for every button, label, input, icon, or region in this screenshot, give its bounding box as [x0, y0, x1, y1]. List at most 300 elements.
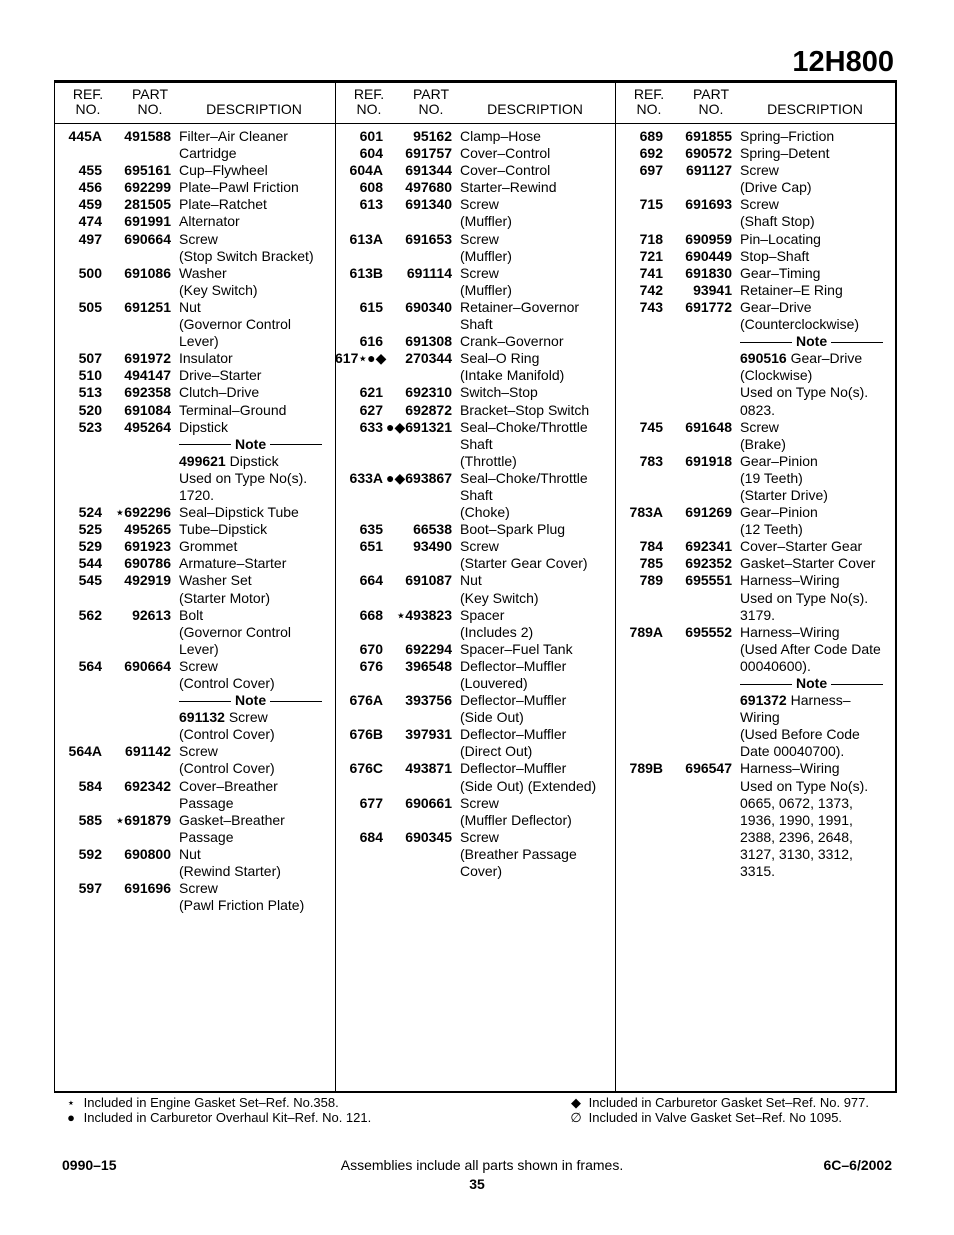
- part-description: Boot–Spark Plug: [460, 521, 566, 538]
- ref-number: 604A: [349, 162, 383, 179]
- part-row: [335, 384, 615, 401]
- part-description: Gear–Pinion (19 Teeth) (Starter Drive): [740, 452, 828, 503]
- ref-number: 597: [78, 880, 102, 897]
- part-number: 691923: [124, 538, 171, 555]
- part-description: Terminal–Ground: [179, 401, 287, 418]
- ref-number: 544: [78, 555, 102, 572]
- ref-number: 743: [639, 298, 663, 315]
- part-row: [54, 846, 334, 880]
- part-number: 690340: [405, 298, 452, 315]
- part-row: [335, 658, 615, 692]
- ref-number: 664: [359, 572, 383, 589]
- part-number: 396548: [405, 657, 452, 674]
- part-row: [54, 658, 334, 692]
- part-number: 692342: [124, 777, 171, 794]
- note-row: [615, 333, 895, 418]
- part-number: 690800: [124, 845, 171, 862]
- part-row: [54, 384, 334, 401]
- part-number: 691087: [405, 572, 452, 589]
- footer-date: 6C–6/2002: [823, 1157, 892, 1173]
- part-row: [54, 812, 334, 846]
- legend-item: ◆ Included in Carburetor Gasket Set–Ref. No. 977.: [571, 1095, 870, 1110]
- part-description: Insulator: [179, 350, 233, 367]
- part-number: 691340: [405, 196, 452, 213]
- parts-list: [615, 128, 895, 880]
- part-number: 690449: [685, 247, 732, 264]
- part-number: 691084: [124, 401, 171, 418]
- part-number: 691757: [405, 145, 452, 162]
- part-row: [335, 196, 615, 230]
- part-description: Seal–Dipstick Tube: [179, 504, 299, 521]
- part-number: 495265: [124, 521, 171, 538]
- part-description: Plate–Pawl Friction: [179, 179, 299, 196]
- ref-number: 742: [639, 281, 663, 298]
- ref-number: 604: [359, 145, 383, 162]
- part-number: 690345: [405, 828, 452, 845]
- part-description: Screw (Muffler): [460, 264, 512, 298]
- ref-number: 789A: [629, 623, 663, 640]
- part-description: Crank–Governor: [460, 333, 564, 350]
- part-row: [615, 453, 895, 504]
- ref-number: 601: [359, 128, 383, 144]
- ref-number: 545: [78, 572, 102, 589]
- ref-number: 592: [78, 845, 102, 862]
- part-number: 494147: [124, 367, 171, 384]
- part-number: 691830: [685, 264, 732, 281]
- ref-number: 564A: [68, 743, 102, 760]
- part-row: [615, 231, 895, 248]
- note-description: Dipstick Used on Type No(s). 1720.: [179, 452, 308, 503]
- part-number: 691772: [685, 298, 732, 315]
- part-description: Grommet: [179, 538, 238, 555]
- ref-number: 524: [78, 504, 102, 521]
- part-row: [54, 299, 334, 350]
- part-description: Screw (Breather Passage Cover): [460, 828, 577, 880]
- part-number: 692294: [405, 640, 452, 657]
- part-number: ●◆691321: [386, 418, 452, 435]
- part-number: 493871: [405, 760, 452, 777]
- part-description: Pin–Locating: [740, 230, 821, 247]
- ref-number: 785: [639, 555, 663, 572]
- part-description: Harness–Wiring (Used After Code Date 00040600).: [740, 623, 881, 674]
- part-row: [615, 419, 895, 453]
- part-description: Spacer (Includes 2): [460, 606, 534, 640]
- part-description: Alternator: [179, 213, 240, 230]
- page-number: 35: [469, 1176, 485, 1192]
- ref-number: 456: [78, 179, 102, 196]
- ref-number: 783A: [629, 504, 663, 521]
- part-description: Bracket–Stop Switch: [460, 401, 590, 418]
- part-row: [335, 299, 615, 333]
- ref-number: 721: [639, 247, 663, 264]
- part-row: [335, 145, 615, 162]
- ref-number: 715: [639, 196, 663, 213]
- ref-number: 608: [359, 179, 383, 196]
- part-row: [335, 726, 615, 760]
- ref-number: 615: [359, 298, 383, 315]
- part-description: Gear–Timing: [740, 264, 821, 281]
- part-row: [615, 162, 895, 196]
- part-number: ⋆493823: [396, 606, 452, 623]
- ref-number: 459: [78, 196, 102, 213]
- note-block: [179, 692, 334, 743]
- part-description: Clutch–Drive: [179, 384, 260, 401]
- parts-list: [335, 128, 615, 880]
- part-number: 270344: [405, 350, 452, 367]
- ref-number: 613B: [349, 264, 383, 281]
- part-number: 691918: [685, 452, 732, 469]
- part-description: Filter–Air Cleaner Cartridge: [179, 128, 288, 162]
- ref-number: 520: [78, 401, 102, 418]
- ref-number: 677: [359, 794, 383, 811]
- part-row: [335, 795, 615, 829]
- header-part: PART NO.: [692, 86, 730, 117]
- part-description: Nut (Governor Control Lever): [179, 298, 292, 350]
- part-number: 690572: [685, 145, 732, 162]
- part-row: [335, 231, 615, 265]
- part-description: Seal–Choke/Throttle Shaft (Choke): [460, 469, 588, 521]
- part-number: 691344: [405, 162, 452, 179]
- model-number: 12H800: [792, 46, 894, 78]
- legend-left: [62, 1095, 371, 1125]
- header-ref: REF. NO.: [633, 86, 665, 117]
- part-row: [335, 692, 615, 726]
- ref-number: 783: [639, 452, 663, 469]
- ref-number: 689: [639, 128, 663, 144]
- part-description: Seal–Choke/Throttle Shaft (Throttle): [460, 418, 588, 469]
- part-description: Cup–Flywheel: [179, 162, 268, 179]
- legend-item: ⋆ Included in Engine Gasket Set–Ref. No.358.: [66, 1095, 339, 1110]
- part-row: [335, 572, 615, 606]
- note-description: Screw (Control Cover): [179, 709, 275, 743]
- legend-item: ● Included in Carburetor Overhaul Kit–Ref. No. 121.: [67, 1110, 372, 1125]
- part-description: Screw (Control Cover): [179, 657, 275, 691]
- part-number: 691693: [685, 196, 732, 213]
- part-row: [54, 538, 334, 555]
- part-number: 497680: [405, 179, 452, 196]
- note-row: [615, 675, 895, 760]
- part-row: [335, 521, 615, 538]
- part-row: [615, 128, 895, 145]
- part-row: [335, 333, 615, 350]
- ref-number: 635: [359, 521, 383, 538]
- part-description: Bolt (Governor Control Lever): [179, 606, 292, 657]
- note-part-number: 690516: [740, 350, 787, 367]
- part-row: [54, 504, 334, 521]
- part-number: ⋆691879: [115, 811, 171, 828]
- part-row: [615, 555, 895, 572]
- part-description: Deflector–Muffler (Side Out): [460, 692, 567, 726]
- ref-number: 507: [78, 350, 102, 367]
- part-number: 92613: [132, 606, 171, 623]
- part-description: Drive–Starter: [179, 367, 262, 384]
- part-row: [54, 521, 334, 538]
- part-row: [615, 145, 895, 162]
- part-number: 691648: [685, 418, 732, 435]
- note-label: Note: [235, 435, 267, 452]
- part-number: 66538: [413, 521, 452, 538]
- note-part-number: 499621: [179, 452, 226, 469]
- header-desc: DESCRIPTION: [767, 101, 863, 117]
- part-row: [335, 402, 615, 419]
- ref-number: 676B: [349, 726, 383, 743]
- part-number: ●◆693867: [386, 469, 452, 486]
- part-number: 491588: [124, 128, 171, 144]
- part-description: Deflector–Muffler (Side Out) (Extended): [460, 760, 597, 794]
- parts-list: [54, 128, 334, 914]
- part-number: 691114: [406, 264, 452, 281]
- ref-number: 718: [639, 230, 663, 247]
- part-number: 690786: [124, 555, 171, 572]
- ref-number: 613A: [349, 230, 383, 247]
- part-description: Spring–Friction: [740, 128, 835, 144]
- part-number: 393756: [405, 692, 452, 709]
- ref-number: 633: [359, 418, 383, 435]
- part-row: [54, 572, 334, 606]
- part-row: [54, 880, 334, 914]
- part-row: [54, 555, 334, 572]
- ref-number: 651: [359, 538, 383, 555]
- part-row: [335, 265, 615, 299]
- part-description: Screw (Muffler Deflector): [460, 794, 572, 828]
- part-number: 690664: [124, 230, 171, 247]
- part-number: 692358: [124, 384, 171, 401]
- part-row: [54, 196, 334, 213]
- ref-number: 741: [639, 264, 663, 281]
- ref-number: 500: [78, 264, 102, 281]
- part-description: Starter–Rewind: [460, 179, 557, 196]
- part-row: [54, 213, 334, 230]
- part-description: Clamp–Hose: [460, 128, 541, 144]
- ref-number: 585: [78, 811, 102, 828]
- part-number: ⋆692296: [115, 504, 171, 521]
- ref-number: 505: [78, 298, 102, 315]
- part-row: [615, 282, 895, 299]
- part-row: [335, 641, 615, 658]
- part-description: Seal–O Ring (Intake Manifold): [460, 350, 565, 384]
- part-row: [615, 299, 895, 333]
- ref-number: 613: [359, 196, 383, 213]
- ref-number: 513: [78, 384, 102, 401]
- part-number: 696547: [685, 760, 732, 777]
- note-part-number: 691372: [740, 692, 787, 709]
- note-label: Note: [235, 692, 267, 709]
- part-row: [335, 538, 615, 572]
- ref-number: 676A: [349, 692, 383, 709]
- ref-number: 564: [78, 657, 102, 674]
- part-row: [615, 248, 895, 265]
- part-row: [615, 538, 895, 555]
- part-description: Tube–Dipstick: [179, 521, 268, 538]
- part-description: Screw (Muffler): [460, 230, 512, 264]
- part-row: [335, 128, 615, 145]
- part-description: Screw (Starter Gear Cover): [460, 538, 588, 572]
- part-description: Cover–Starter Gear: [740, 538, 863, 555]
- ref-number: 676: [359, 657, 383, 674]
- part-row: [54, 179, 334, 196]
- ref-number: 789B: [629, 760, 663, 777]
- ref-number: 523: [78, 418, 102, 435]
- part-number: 397931: [405, 726, 452, 743]
- ref-number: 562: [78, 606, 102, 623]
- part-row: [335, 179, 615, 196]
- part-number: 692299: [124, 179, 171, 196]
- part-number: 692341: [685, 538, 732, 555]
- ref-number: 584: [78, 777, 102, 794]
- part-number: 281505: [124, 196, 171, 213]
- part-row: [54, 419, 334, 436]
- ref-number: 529: [78, 538, 102, 555]
- ref-number: 617⋆●◆: [335, 350, 387, 367]
- part-description: Armature–Starter: [179, 555, 287, 572]
- ref-number: 510: [78, 367, 102, 384]
- part-row: [335, 162, 615, 179]
- part-description: Screw (Drive Cap): [740, 162, 812, 196]
- ref-number: 616: [359, 333, 383, 350]
- part-number: 692872: [405, 401, 452, 418]
- part-description: Harness–Wiring Used on Type No(s). 3179.: [740, 572, 869, 623]
- part-number: 691086: [124, 264, 171, 281]
- part-number: 695552: [685, 623, 732, 640]
- legend-item: ∅ Included in Valve Gasket Set–Ref. No 1095.: [570, 1110, 843, 1125]
- part-description: Washer Set (Starter Motor): [179, 572, 271, 606]
- part-description: Washer (Key Switch): [179, 264, 258, 298]
- ref-number: 525: [78, 521, 102, 538]
- ref-number: 676C: [349, 760, 383, 777]
- part-row: [54, 162, 334, 179]
- part-number: 692310: [405, 384, 452, 401]
- part-number: 690959: [685, 230, 732, 247]
- part-number: 691142: [125, 743, 171, 760]
- part-number: 492919: [124, 572, 171, 589]
- part-row: [615, 572, 895, 623]
- ref-number: 684: [359, 828, 383, 845]
- part-row: [54, 350, 334, 367]
- part-number: 691251: [124, 298, 171, 315]
- note-description: Gear–Drive (Clockwise) Used on Type No(s). 0823.: [740, 350, 869, 418]
- part-description: Screw (Stop Switch Bracket): [179, 230, 314, 264]
- part-number: 691991: [124, 213, 171, 230]
- part-description: Spring–Detent: [740, 145, 830, 162]
- part-row: [54, 778, 334, 812]
- header-part: PART NO.: [131, 86, 169, 117]
- part-number: 695551: [685, 572, 732, 589]
- part-row: [335, 829, 615, 880]
- note-row: [54, 692, 334, 743]
- part-description: Cover–Control: [460, 145, 551, 162]
- header-desc: DESCRIPTION: [206, 101, 302, 117]
- note-block: [740, 333, 895, 418]
- part-description: Gasket–Breather Passage: [179, 811, 285, 845]
- part-description: Retainer–Governor Shaft: [460, 298, 580, 333]
- part-description: Screw (Brake): [740, 418, 786, 452]
- part-row: [54, 367, 334, 384]
- part-description: Plate–Ratchet: [179, 196, 267, 213]
- note-description: Harness– Wiring (Used Before Code Date 00040700).: [740, 692, 860, 760]
- note-label: Note: [796, 675, 828, 691]
- part-description: Screw (Shaft Stop): [740, 196, 815, 230]
- part-number: 691696: [124, 880, 171, 897]
- part-row: [615, 760, 895, 880]
- part-number: 690661: [405, 794, 452, 811]
- ref-number: 633A: [349, 469, 383, 486]
- note-block: [740, 675, 895, 760]
- part-row: [615, 624, 895, 675]
- part-description: Gasket–Starter Cover: [740, 555, 876, 572]
- part-description: Nut (Key Switch): [460, 572, 539, 606]
- part-row: [335, 350, 615, 384]
- note-label: Note: [796, 333, 828, 350]
- part-number: 691855: [685, 128, 732, 144]
- ref-number: 621: [359, 384, 383, 401]
- part-description: Nut (Rewind Starter): [179, 845, 281, 880]
- part-number: 692352: [685, 555, 732, 572]
- ref-number: 497: [78, 230, 102, 247]
- part-description: Harness–Wiring Used on Type No(s). 0665, 0672, 1373, 1936, 1990, 1991, 2388, 2396, 2648, 3127, 3130, 3312, 3315.: [740, 760, 869, 880]
- part-row: [615, 196, 895, 230]
- part-description: Gear–Pinion (12 Teeth): [740, 504, 818, 538]
- part-row: [54, 607, 334, 658]
- part-row: [54, 128, 334, 162]
- part-row: [615, 504, 895, 538]
- part-number: 690664: [124, 657, 171, 674]
- part-row: [335, 419, 615, 470]
- part-number: 691269: [685, 504, 732, 521]
- ref-number: 789: [639, 572, 663, 589]
- part-description: Cover–Control: [460, 162, 551, 179]
- ref-number: 745: [639, 418, 663, 435]
- ref-number: 445A: [68, 128, 102, 144]
- part-description: Spacer–Fuel Tank: [460, 640, 573, 657]
- footer-code: 0990–15: [62, 1157, 117, 1173]
- part-row: [615, 265, 895, 282]
- part-description: Retainer–E Ring: [740, 281, 843, 298]
- ref-number: 692: [639, 145, 663, 162]
- part-row: [54, 402, 334, 419]
- part-description: Switch–Stop: [460, 384, 538, 401]
- part-number: 495264: [124, 418, 171, 435]
- part-number: 93941: [693, 281, 732, 298]
- header-divider: [54, 123, 897, 124]
- note-block: [179, 436, 334, 504]
- ref-number: 474: [78, 213, 102, 230]
- part-row: [54, 231, 334, 265]
- ref-number: 627: [359, 401, 383, 418]
- ref-number: 670: [359, 640, 383, 657]
- ref-number: 668: [359, 606, 383, 623]
- part-number: 691127: [686, 162, 732, 179]
- part-description: Screw (Muffler): [460, 196, 512, 230]
- part-row: [335, 470, 615, 521]
- note-row: [54, 436, 334, 504]
- part-description: Screw (Pawl Friction Plate): [179, 880, 305, 914]
- part-description: Stop–Shaft: [740, 247, 810, 264]
- part-row: [54, 743, 334, 777]
- note-part-number: 691132: [179, 709, 225, 726]
- part-row: [335, 607, 615, 641]
- header-part: PART NO.: [412, 86, 450, 117]
- footer-note: Assemblies include all parts shown in frames.: [340, 1157, 624, 1173]
- part-description: Dipstick: [179, 418, 229, 435]
- ref-number: 784: [639, 538, 663, 555]
- part-description: Gear–Drive (Counterclockwise): [740, 298, 860, 333]
- ref-number: 455: [78, 162, 102, 179]
- header-ref: REF. NO.: [353, 86, 385, 117]
- ref-number: 697: [639, 162, 663, 179]
- part-row: [54, 265, 334, 299]
- part-description: Cover–Breather Passage: [179, 777, 278, 811]
- part-description: Screw (Control Cover): [179, 743, 275, 777]
